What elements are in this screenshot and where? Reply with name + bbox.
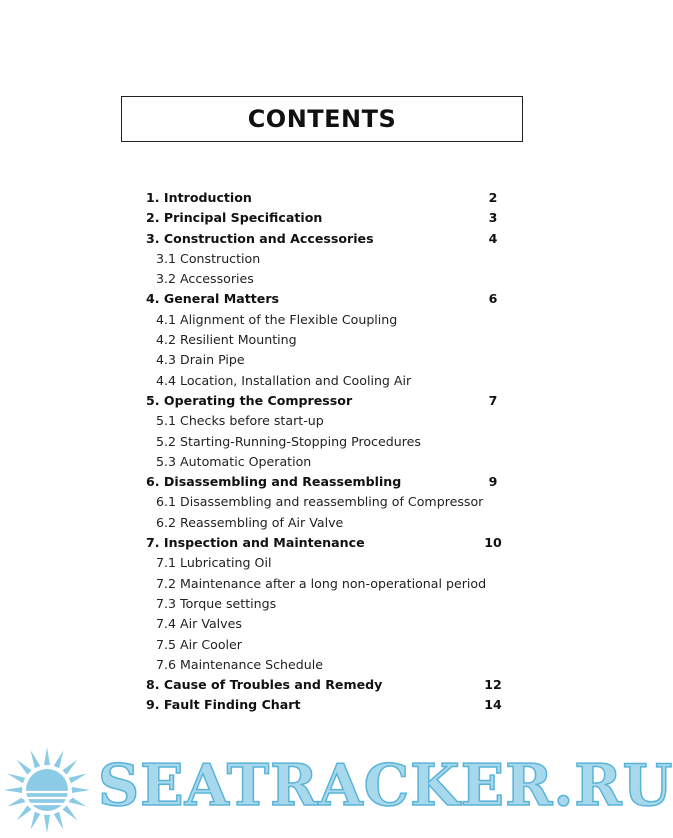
- toc-subsection-entry: [0, 432, 607, 452]
- sun-ray: [69, 774, 87, 784]
- toc-subsection-entry: [0, 371, 607, 391]
- toc-subsection-entry: [0, 411, 607, 431]
- toc-page-number: 9: [488, 474, 498, 490]
- toc-entry-label: 5. Operating the Compressor: [146, 392, 353, 408]
- toc-entry-label: 9. Fault Finding Chart: [146, 697, 301, 713]
- toc-entry-label: 7.3 Torque settings: [156, 595, 277, 611]
- sun-ray: [44, 815, 50, 833]
- table-of-contents: [0, 188, 607, 716]
- toc-subsection-entry: [0, 553, 607, 573]
- toc-subsection-entry: [0, 614, 607, 634]
- toc-page-number: 2: [488, 190, 498, 205]
- toc-subsection-entry: [0, 310, 607, 330]
- toc-subsection-entry: [0, 574, 607, 594]
- toc-subsection-entry: [0, 249, 607, 269]
- sun-ray: [54, 812, 64, 830]
- toc-section-entry: [0, 208, 607, 228]
- toc-entry-label: 7.6 Maintenance Schedule: [156, 656, 324, 672]
- toc-section-entry: [0, 675, 607, 695]
- toc-subsection-entry: [0, 452, 607, 472]
- toc-entry-label: 4. General Matters: [146, 291, 280, 307]
- toc-page-number: 10: [484, 535, 502, 551]
- toc-section-entry: [0, 229, 607, 249]
- sun-logo-icon: [0, 738, 100, 838]
- toc-entry-label: 6.1 Disassembling and reassembling of Compressor: [156, 494, 484, 510]
- toc-page-number: 6: [488, 291, 498, 307]
- toc-subsection-entry: [0, 635, 607, 655]
- toc-entry-label: 5.1 Checks before start-up: [156, 413, 324, 429]
- toc-section-entry: [0, 391, 607, 411]
- toc-entry-label: 4.3 Drain Pipe: [156, 352, 245, 368]
- toc-section-entry: [0, 289, 607, 309]
- toc-entry-label: 7.4 Air Valves: [156, 616, 242, 632]
- toc-entry-label: 4.4 Location, Installation and Cooling Air: [156, 372, 412, 388]
- toc-subsection-entry: [0, 655, 607, 675]
- sun-ray: [72, 787, 90, 793]
- toc-entry-label: 7. Inspection and Maintenance: [146, 535, 365, 551]
- sun-ray: [31, 750, 41, 768]
- toc-subsection-entry: [0, 513, 607, 533]
- toc-entry-label: 3.2 Accessories: [156, 271, 254, 287]
- toc-entry-label: 3.1 Construction: [156, 250, 261, 266]
- toc-section-entry: [0, 695, 607, 715]
- toc-page-number: 14: [484, 697, 502, 713]
- toc-entry-label: 7.2 Maintenance after a long non-operational period: [156, 575, 487, 591]
- sun-ray: [44, 747, 50, 765]
- sun-ray: [54, 750, 64, 768]
- sun-ray: [4, 787, 22, 793]
- sun-ray: [31, 812, 41, 830]
- sun-ray: [17, 805, 32, 820]
- sun-ray: [17, 760, 32, 775]
- toc-page-number: 12: [484, 677, 502, 693]
- toc-entry-label: 5.3 Automatic Operation: [156, 453, 312, 469]
- sun-ray: [7, 774, 25, 784]
- toc-subsection-entry: [0, 350, 607, 370]
- toc-subsection-entry: [0, 269, 607, 289]
- toc-entry-label: 1. Introduction: [146, 190, 252, 205]
- toc-section-entry: [0, 188, 607, 208]
- toc-section-entry: [0, 472, 607, 492]
- toc-section-entry: [0, 533, 607, 553]
- toc-entry-label: 6. Disassembling and Reassembling: [146, 474, 402, 490]
- toc-entry-label: 6.2 Reassembling of Air Valve: [156, 514, 344, 530]
- toc-entry-label: 3. Construction and Accessories: [146, 230, 374, 246]
- toc-subsection-entry: [0, 492, 607, 512]
- sun-ray: [62, 805, 77, 820]
- sun-ray: [62, 760, 77, 775]
- toc-entry-label: 8. Cause of Troubles and Remedy: [146, 677, 383, 693]
- watermark-text: SEATRACKER.RU: [98, 752, 673, 819]
- page-title: CONTENTS: [247, 105, 397, 133]
- toc-entry-label: 5.2 Starting-Running-Stopping Procedures: [156, 433, 421, 449]
- toc-entry-label: 7.5 Air Cooler: [156, 636, 242, 652]
- contents-title-box: [121, 96, 523, 142]
- toc-entry-label: 2. Principal Specification: [146, 210, 323, 226]
- toc-entry-label: 4.2 Resilient Mounting: [156, 332, 297, 348]
- toc-subsection-entry: [0, 594, 607, 614]
- toc-entry-label: 4.1 Alignment of the Flexible Coupling: [156, 311, 398, 327]
- toc-entry-label: 7.1 Lubricating Oil: [156, 555, 272, 571]
- toc-subsection-entry: [0, 330, 607, 350]
- toc-page-number: 3: [488, 210, 498, 226]
- toc-page-number: 4: [488, 230, 498, 246]
- toc-page-number: 7: [488, 392, 498, 408]
- watermark: [0, 738, 673, 838]
